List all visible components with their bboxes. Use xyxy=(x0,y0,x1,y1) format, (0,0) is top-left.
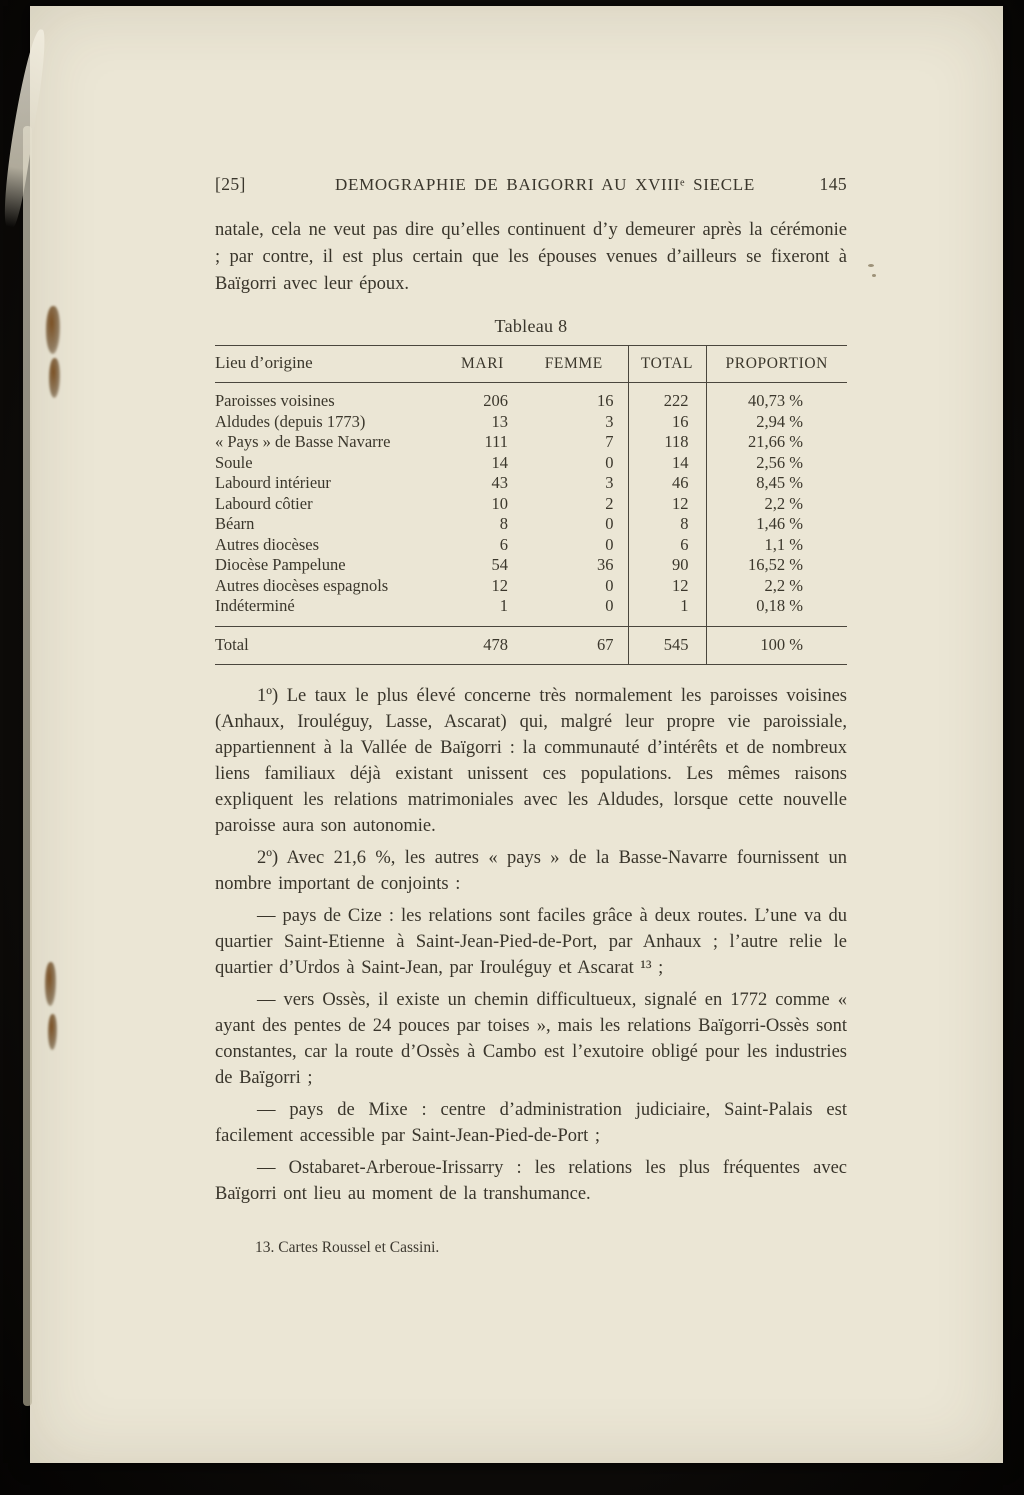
column-header-lieu: Lieu d’origine xyxy=(215,346,445,383)
column-header-total: TOTAL xyxy=(628,346,706,383)
intro-paragraph: natale, cela ne veut pas dire qu’elles continuent d’y demeurer après la cérémonie ; par contre, il est plus certain que les épouses venues d’ailleurs se fixeront à Baïgorri avec leur époux. xyxy=(215,220,847,294)
cell-mari: 6 xyxy=(499,534,508,554)
page-speck xyxy=(872,274,876,277)
running-header xyxy=(215,174,847,195)
cell-total: 12 xyxy=(628,494,706,515)
cell-total: 12 xyxy=(628,576,706,597)
cell-femme: 0 xyxy=(605,534,614,554)
cell-proportion: 2,2 % xyxy=(764,575,803,595)
binding-stain xyxy=(48,1014,57,1050)
cell-femme: 0 xyxy=(605,452,614,472)
cell-total: 1 xyxy=(628,596,706,626)
binding-stain xyxy=(49,358,60,398)
paragraph-cize: — pays de Cize : les relations sont faciles grâce à deux routes. L’une va du quartier Saint-Etienne à Saint-Jean-Pied-de-Port, par Anhaux ; l’autre relie le quartier d’Urdos à Saint-Jean, par Irouléguy et Ascarat ¹³ ; xyxy=(215,906,847,978)
cell-total: 6 xyxy=(628,535,706,556)
table-row xyxy=(215,535,847,556)
cell-proportion: 2,2 % xyxy=(764,493,803,513)
paragraph-mixe: — pays de Mixe : centre d’administration judiciaire, Saint-Palais est facilement accessible par Saint-Jean-Pied-de-Port ; xyxy=(215,1100,847,1146)
table-row xyxy=(215,453,847,474)
cell-proportion: 21,66 % xyxy=(748,432,803,451)
cell-lieu: Labourd côtier xyxy=(215,493,313,513)
cell-mari: 13 xyxy=(491,411,508,431)
cell-total: 8 xyxy=(628,514,706,535)
cell-femme: 16 xyxy=(597,391,614,410)
table-row xyxy=(215,432,847,453)
cell-mari: 10 xyxy=(491,493,508,513)
cell-lieu: Indéterminé xyxy=(215,596,295,615)
table-row xyxy=(215,576,847,597)
cell-mari: 14 xyxy=(491,452,508,472)
cell-proportion: 0,18 % xyxy=(756,596,803,615)
cell-femme: 0 xyxy=(605,575,614,595)
cell-femme: 2 xyxy=(605,493,614,513)
cell-femme: 3 xyxy=(605,473,614,492)
column-header-mari: MARI xyxy=(445,346,520,383)
cell-mari: 8 xyxy=(499,514,508,533)
table-row xyxy=(215,514,847,535)
column-header-femme: FEMME xyxy=(520,346,628,383)
cell-total: 222 xyxy=(628,383,706,412)
paragraph-ostabaret: — Ostabaret-Arberoue-Irissarry : les relations les plus fréquentes avec Baïgorri ont lieu au moment de la transhumance. xyxy=(215,1158,847,1204)
binding-stain xyxy=(45,962,56,1006)
cell-proportion: 1,1 % xyxy=(764,534,803,554)
cell-lieu: Béarn xyxy=(215,514,255,533)
cell-proportion: 1,46 % xyxy=(756,514,803,533)
cell-total-mari: 478 xyxy=(445,626,520,665)
cell-total-label: Total xyxy=(215,626,445,665)
cell-femme: 0 xyxy=(605,596,614,615)
body-text xyxy=(215,683,847,1207)
cell-total-proportion: 100 % xyxy=(706,626,847,665)
table-row xyxy=(215,596,847,626)
paragraph-osses: — vers Ossès, il existe un chemin difficultueux, signalé en 1772 comme « ayant des pentes de 24 pouces par toises », mais les relations Baïgorri-Ossès sont constantes, car la route d’Ossès à Cambo est l’exutoire obligé pour les industries de Baïgorri ; xyxy=(215,990,847,1088)
cell-mari: 43 xyxy=(491,473,508,492)
table-row xyxy=(215,383,847,412)
article-index: [25] xyxy=(215,174,246,194)
footnote: 13. Cartes Roussel et Cassini. xyxy=(255,1239,440,1256)
cell-lieu: Labourd intérieur xyxy=(215,473,331,492)
cell-femme: 36 xyxy=(597,555,614,574)
cell-proportion: 16,52 % xyxy=(748,555,803,574)
cell-mari: 54 xyxy=(491,555,508,574)
table-caption: Tableau 8 xyxy=(494,316,568,336)
cell-total: 118 xyxy=(628,432,706,453)
cell-total: 16 xyxy=(628,412,706,433)
cell-lieu: Diocèse Pampelune xyxy=(215,555,346,574)
page-edge xyxy=(23,126,32,1406)
cell-total: 46 xyxy=(628,473,706,494)
cell-lieu: Autres diocèses espagnols xyxy=(215,575,389,595)
paragraph-1: 1º) Le taux le plus élevé concerne très normalement les paroisses voisines (Anhaux, Irouléguy, Lasse, Ascarat) qui, malgré leur propre vie paroissiale, appartiennent à la Vallée de Baïgorri : la communauté d’intérêts et de nombreux liens familiaux déjà existant unissent ces populations. Les mêmes raisons expliquent les relations matrimoniales avec les Aldudes, lorsque cette nouvelle paroisse aura son autonomie. xyxy=(215,686,847,836)
cell-proportion: 2,56 % xyxy=(756,452,803,472)
table-row xyxy=(215,555,847,576)
binding-stain xyxy=(46,306,60,354)
column-header-proportion: PROPORTION xyxy=(706,346,847,383)
page-number: 145 xyxy=(819,174,847,194)
cell-mari: 206 xyxy=(483,391,508,410)
cell-lieu: Paroisses voisines xyxy=(215,391,335,410)
page-speck xyxy=(868,264,874,267)
table-header-row xyxy=(215,346,847,383)
table-row xyxy=(215,473,847,494)
table-total-row xyxy=(215,626,847,665)
cell-total: 14 xyxy=(628,453,706,474)
cell-total-total: 545 xyxy=(628,626,706,665)
origin-table xyxy=(215,345,847,665)
running-title: DEMOGRAPHIE DE BAIGORRI AU XVIIIᵉ SIECLE xyxy=(335,175,755,194)
cell-mari: 12 xyxy=(491,575,508,595)
cell-femme: 0 xyxy=(605,514,614,533)
cell-mari: 1 xyxy=(499,596,508,615)
cell-femme: 7 xyxy=(605,432,614,451)
cell-total-femme: 67 xyxy=(520,626,628,665)
cell-femme: 3 xyxy=(605,411,614,431)
page-content xyxy=(215,174,847,1257)
cell-total: 90 xyxy=(628,555,706,576)
cell-lieu: « Pays » de Basse Navarre xyxy=(215,432,391,451)
cell-proportion: 2,94 % xyxy=(756,411,803,431)
cell-mari: 111 xyxy=(484,432,508,451)
paragraph-2: 2º) Avec 21,6 %, les autres « pays » de la Basse-Navarre fournissent un nombre important de conjoints : xyxy=(215,848,847,894)
table-row xyxy=(215,494,847,515)
cell-lieu: Aldudes (depuis 1773) xyxy=(215,411,366,431)
cell-lieu: Autres diocèses xyxy=(215,534,320,554)
book-page xyxy=(30,6,1003,1463)
cell-lieu: Soule xyxy=(215,452,253,472)
table-row xyxy=(215,412,847,433)
cell-proportion: 40,73 % xyxy=(748,391,803,410)
cell-proportion: 8,45 % xyxy=(756,473,803,492)
